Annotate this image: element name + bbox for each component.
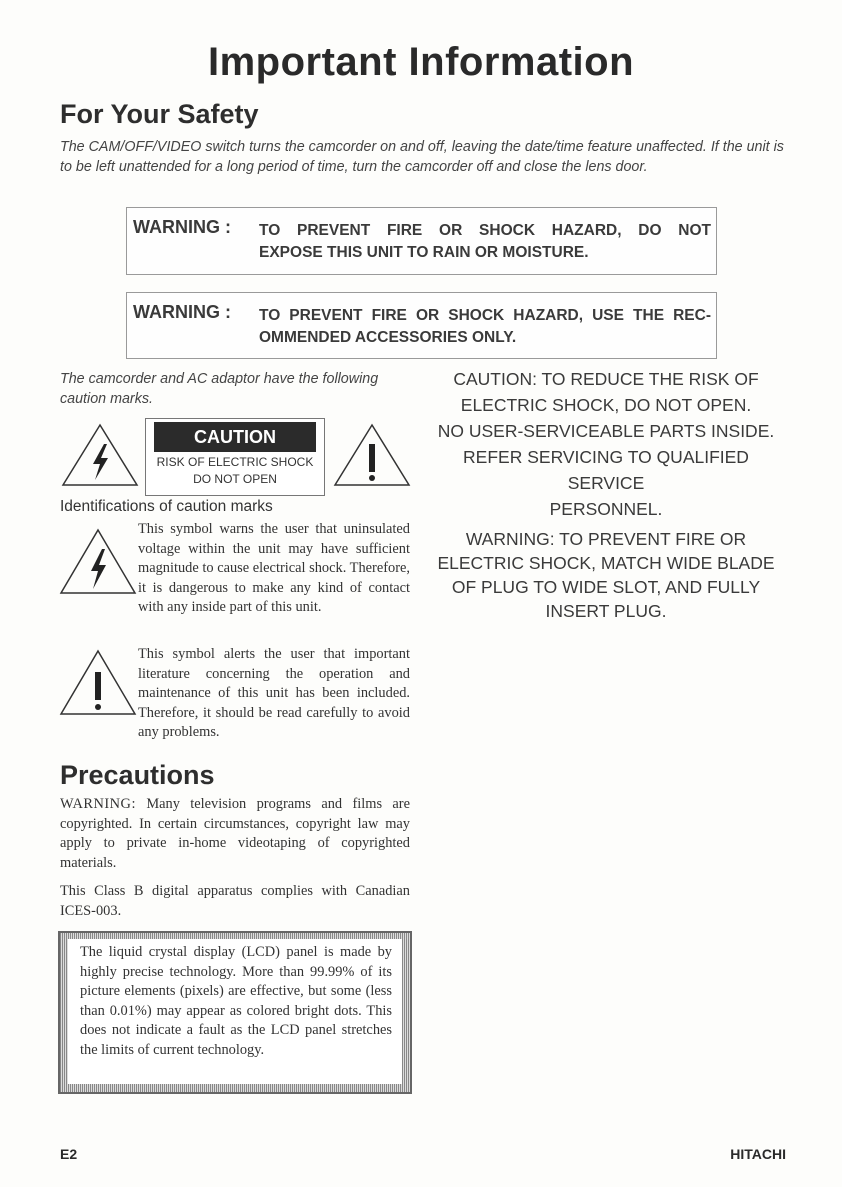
page-number: E2 — [60, 1146, 78, 1162]
warning-line: TO PREVENT FIRE OR SHOCK HAZARD, DO NOT — [259, 222, 711, 239]
precautions-heading: Precautions — [60, 760, 215, 790]
warning-label: WARNING : — [133, 217, 231, 237]
safety-heading: For Your Safety — [60, 99, 259, 129]
identifications-heading: Identifications of caution marks — [60, 498, 273, 515]
plug-warning-line: WARNING: TO PREVENT FIRE OR — [465, 529, 747, 549]
warning-line: TO PREVENT FIRE OR SHOCK HAZARD, USE THE REC- — [259, 307, 711, 324]
exclamation-triangle-icon — [332, 422, 412, 488]
caution-marks-note: The camcorder and AC adaptor have the following caution marks. — [60, 371, 379, 407]
exclamation-triangle-icon — [58, 648, 138, 718]
class-b-statement: This Class B digital apparatus complies with Canadian ICES-003. — [60, 883, 410, 919]
caution-label — [145, 418, 325, 496]
brand-name: HITACHI — [730, 1146, 786, 1162]
warning-text — [259, 305, 711, 349]
plug-warning-line: ELECTRIC SHOCK, MATCH WIDE BLADE — [437, 553, 775, 573]
lightning-triangle-icon — [58, 527, 138, 597]
caution-label-header: CAUTION — [154, 422, 316, 452]
copyright-warning — [60, 795, 410, 873]
caution-notice-line: ELECTRIC SHOCK, DO NOT OPEN. — [460, 395, 752, 415]
warning-label: WARNING : — [133, 302, 231, 322]
warning-box-rain — [126, 207, 717, 275]
caution-notice-line: CAUTION: TO REDUCE THE RISK OF — [453, 369, 759, 389]
caution-notice-line: NO USER-SERVICEABLE PARTS INSIDE. — [437, 421, 775, 441]
lcd-notice-text: The liquid crystal display (LCD) panel is made by highly precise technology. More than 99.99% of its picture elements (pixels) are effective, but some (less than 0.01%) may appear as colored bright dots. This does not indicate a fault as the LCD panel stretches the limits of current technology. — [80, 944, 392, 1058]
copyright-warning-label: WARNING: — [60, 796, 136, 812]
warning-text — [259, 220, 711, 264]
caution-notice — [430, 366, 782, 522]
safety-intro: The CAM/OFF/VIDEO switch turns the camcorder on and off, leaving the date/time feature unaffected. If the unit is to be left unattended for a long period of time, turn the camcorder off and close the lens door. — [60, 139, 784, 175]
plug-warning-line: OF PLUG TO WIDE SLOT, AND FULLY — [451, 577, 761, 597]
caution-label-line: DO NOT OPEN — [193, 472, 277, 486]
page-title: Important Information — [207, 40, 635, 84]
lcd-notice-box — [58, 931, 412, 1094]
warning-box-accessories — [126, 292, 717, 359]
plug-warning-line: INSERT PLUG. — [545, 601, 667, 621]
caution-label-line: RISK OF ELECTRIC SHOCK — [156, 455, 314, 469]
plug-warning-notice — [430, 527, 782, 623]
shock-symbol-description: This symbol warns the user that uninsulated voltage within the unit may have sufficient magnitude to cause electrical shock. Therefore, it is dangerous to make any kind of contact with any inside part of this unit. — [138, 521, 410, 615]
caution-notice-line: PERSONNEL. — [549, 499, 663, 519]
lightning-triangle-icon — [60, 422, 140, 488]
exclamation-symbol-description: This symbol alerts the user that important literature concerning the operation and maintenance of this unit has been included. Therefore, it should be read carefully to avoid any problems. — [138, 646, 410, 740]
warning-line: OMMENDED ACCESSORIES ONLY. — [259, 329, 517, 346]
copyright-warning-text: Many television programs and films are copyrighted. In certain circumstances, copyright law may apply to private in-home videotaping of copyrighted materials. — [60, 796, 410, 871]
caution-notice-line: REFER SERVICING TO QUALIFIED SERVICE — [463, 447, 749, 493]
warning-line: EXPOSE THIS UNIT TO RAIN OR MOISTURE. — [259, 244, 589, 261]
